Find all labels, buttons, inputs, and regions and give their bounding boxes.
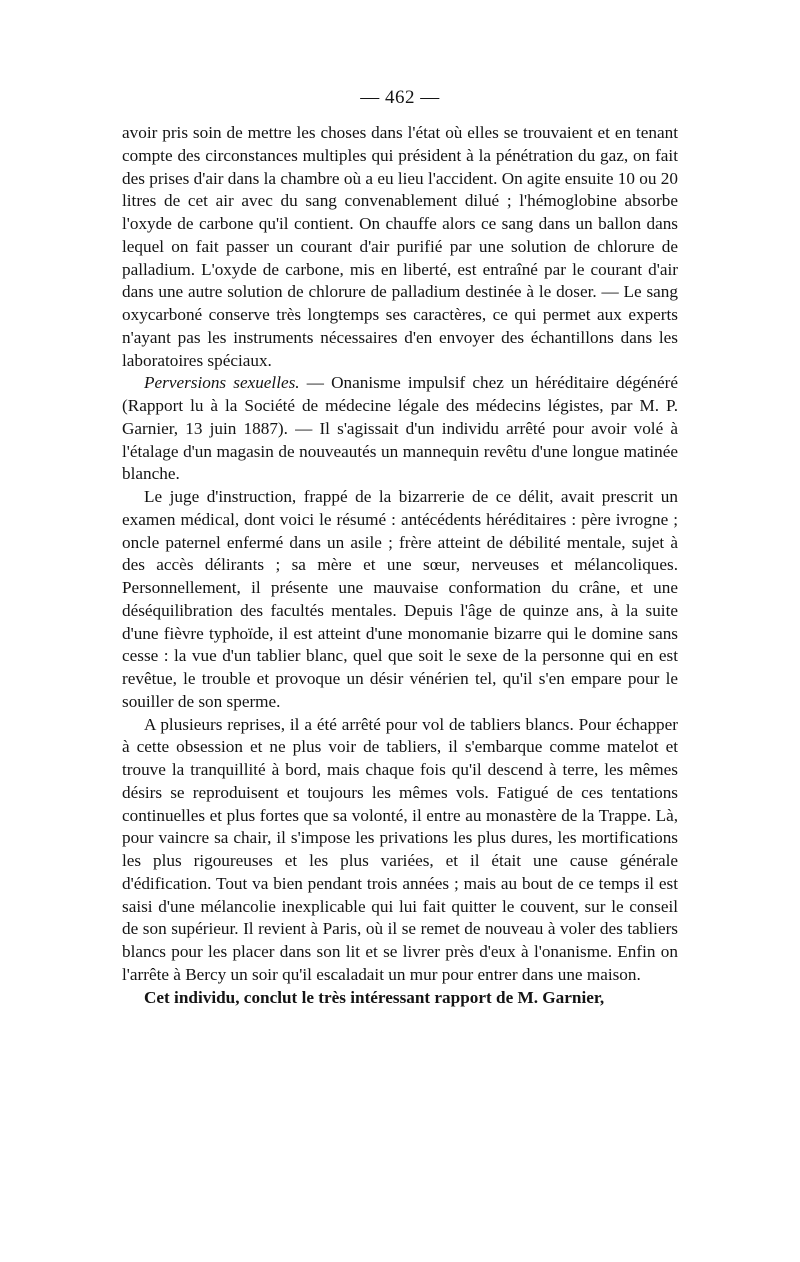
paragraph-text: avoir pris soin de mettre les choses dans l'état où elles se trouvaient et en tenant compte des circonstances multiples qui président à la pénétration du gaz, on fait des prises d'air dans la chambre où a eu lieu l'accident. On agite ensuite 10 ou 20 litres de cet air avec du sang convenablement dilué ; l'hémoglobine absorbe l'oxyde de carbone qu'il contient. On chauffe alors ce sang dans un ballon dans lequel on fait passer un courant d'air purifié par une solution de chlorure de palladium. L'oxyde de carbone, mis en liberté, est entraîné par le courant d'air dans une autre solution de chlorure de palladium destinée à le doser. — Le sang oxycarboné conserve très longtemps ses caractères, ce qui permet aux experts n'ayant pas les instruments nécessaires d'en envoyer des échantillons dans les laboratoires spéciaux. [122,123,678,370]
paragraph-reprises [122,714,678,987]
section-heading-italic: Perversions sexuelles. [144,373,300,393]
paragraph-perversions [122,372,678,486]
paragraph-juge [122,486,678,714]
paragraph-continuation [122,122,678,372]
book-page [122,86,678,1009]
body-text [122,122,678,1009]
page-number: — 462 — [360,87,440,108]
paragraph-text: A plusieurs reprises, il a été arrêté pour vol de tabliers blancs. Pour échapper à cette obsession et ne plus voir de tabliers, il s'embarque comme matelot et trouve la tranquillité à bord, mais chaque fois qu'il descend à terre, les mêmes désirs se reproduisent et toujours les mêmes vols. Fatigué de ces tentations continuelles et plus fortes que sa volonté, il entre au monastère de la Trappe. Là, pour vaincre sa chair, il s'impose les privations les plus dures, les mortifications les plus rigoureuses et les plus variées, et il était une cause générale d'édification. Tout va bien pendant trois années ; mais au bout de ce temps il est saisi d'une mélancolie inexplicable qui lui fait quitter le couvent, sur le conseil de son supérieur. Il revient à Paris, où il se remet de nouveau à voler des tabliers blancs pour les placer dans son lit et se livrer près d'eux à l'onanisme. Enfin on l'arrête à Bercy un soir qu'il escaladait un mur pour entrer dans une maison. [122,714,678,984]
paragraph-text: Cet individu, conclut le très intéressant rapport de M. Garnier, [144,987,605,1007]
paragraph-conclusion [122,987,678,1010]
paragraph-text: — Onanisme impulsif chez un héréditaire dégénéré (Rapport lu à la Société de médecine légale des médecins légistes, par M. P. Garnier, 13 juin 1887). — Il s'agissait d'un individu arrêté pour avoir volé à l'étalage d'un magasin de nouveautés un mannequin revêtu d'une longue matinée blanche. [122,373,678,484]
paragraph-text: Le juge d'instruction, frappé de la bizarrerie de ce délit, avait prescrit un examen médical, dont voici le résumé : antécédents héréditaires : père ivrogne ; oncle paternel enfermé dans un asile ; frère atteint de débilité mentale, sujet à des accès délirants ; sa mère et une sœur, nerveuses et mélancoliques. Personnellement, il présente une mauvaise conformation du crâne, et une déséquilibration des facultés mentales. Depuis l'âge de quinze ans, à la suite d'une fièvre typhoïde, il est atteint d'une monomanie bizarre qui le domine sans cesse : la vue d'un tablier blanc, quel que soit le sexe de la personne qui en est revêtue, le trouble et provoque un désir vénérien tel, qu'il s'en empare pour le souiller de son sperme. [122,487,678,711]
